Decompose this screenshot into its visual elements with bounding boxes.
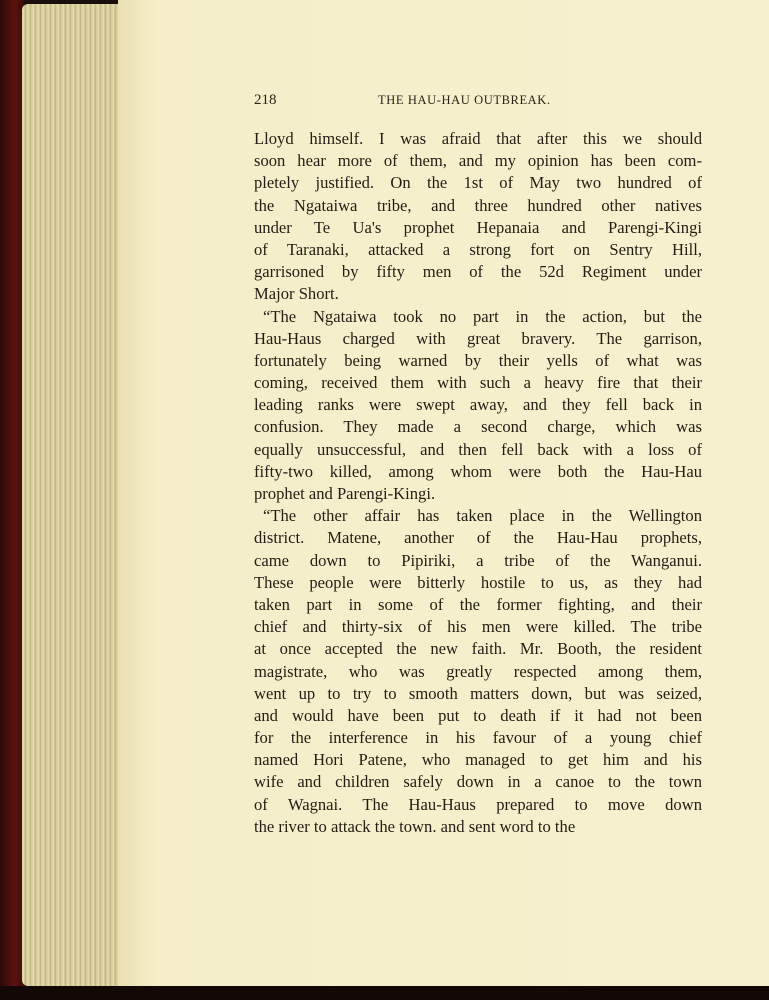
text-line: taken part in some of the former fighting, and their — [254, 594, 702, 614]
text-line: “The Ngataiwa took no part in the action, but the — [263, 306, 702, 326]
text-line: came down to Pipiriki, a tribe of the Wanganui. — [254, 550, 702, 570]
text-line: of Taranaki, attacked a strong fort on Sentry Hill, — [254, 239, 702, 259]
text-line: fifty-two killed, among whom were both the Hau-Hau — [254, 461, 702, 481]
text-line: confusion. They made a second charge, which was — [254, 417, 702, 437]
book-cover-edge — [0, 0, 24, 1000]
text-line: of Wagnai. The Hau-Haus prepared to move down — [254, 794, 702, 814]
text-line: for the interference in his favour of a young chief — [254, 728, 702, 748]
text-line: coming, received them with such a heavy fire that their — [254, 373, 702, 393]
text-line: chief and thirty-six of his men were killed. The tribe — [254, 617, 702, 637]
text-line: pletely justified. On the 1st of May two hundred of — [254, 173, 702, 193]
text-line: “The other affair has taken place in the Wellington — [263, 506, 702, 526]
text-line: under Te Ua's prophet Hepanaia and Parengi-Kingi — [254, 217, 702, 237]
text-line: and would have been put to death if it had not been — [254, 705, 702, 725]
paragraph — [254, 128, 702, 306]
running-title: THE HAU-HAU OUTBREAK. — [378, 93, 551, 107]
text-line: at once accepted the new faith. Mr. Booth, the resident — [254, 639, 702, 659]
text-line: the Ngataiwa tribe, and three hundred other natives — [254, 195, 702, 215]
text-line: wife and children safely down in a canoe to the town — [254, 772, 702, 792]
text-line: went up to try to smooth matters down, but was seized, — [254, 683, 702, 703]
page-number: 218 — [254, 92, 277, 108]
bottom-shadow — [0, 986, 769, 1000]
text-line: equally unsuccessful, and then fell back with a loss of — [254, 439, 702, 459]
text-line: garrisoned by fifty men of the 52d Regiment under — [254, 262, 702, 282]
paragraph — [254, 505, 702, 838]
text-line: Major Short. — [254, 284, 339, 304]
page-edges — [22, 4, 122, 986]
text-line: soon hear more of them, and my opinion has been com- — [254, 151, 702, 171]
text-line: These people were bitterly hostile to us, as they had — [254, 572, 702, 592]
text-line: Lloyd himself. I was afraid that after this we should — [254, 129, 702, 148]
text-line: leading ranks were swept away, and they fell back in — [254, 395, 702, 415]
page-header — [254, 92, 702, 112]
text-line: prophet and Parengi-Kingi. — [254, 484, 436, 503]
text-line: Hau-Haus charged with great bravery. The garrison, — [254, 328, 702, 348]
text-line: fortunately being warned by their yells of what was — [254, 350, 702, 370]
paragraph — [254, 306, 702, 506]
text-line: the river to attack the town. and sent word to the — [254, 816, 576, 836]
text-line: district. Matene, another of the Hau-Hau prophets, — [254, 528, 702, 548]
body-text — [254, 128, 702, 838]
text-line: named Hori Patene, who managed to get him and his — [254, 750, 702, 770]
text-line: magistrate, who was greatly respected among them, — [254, 661, 702, 681]
